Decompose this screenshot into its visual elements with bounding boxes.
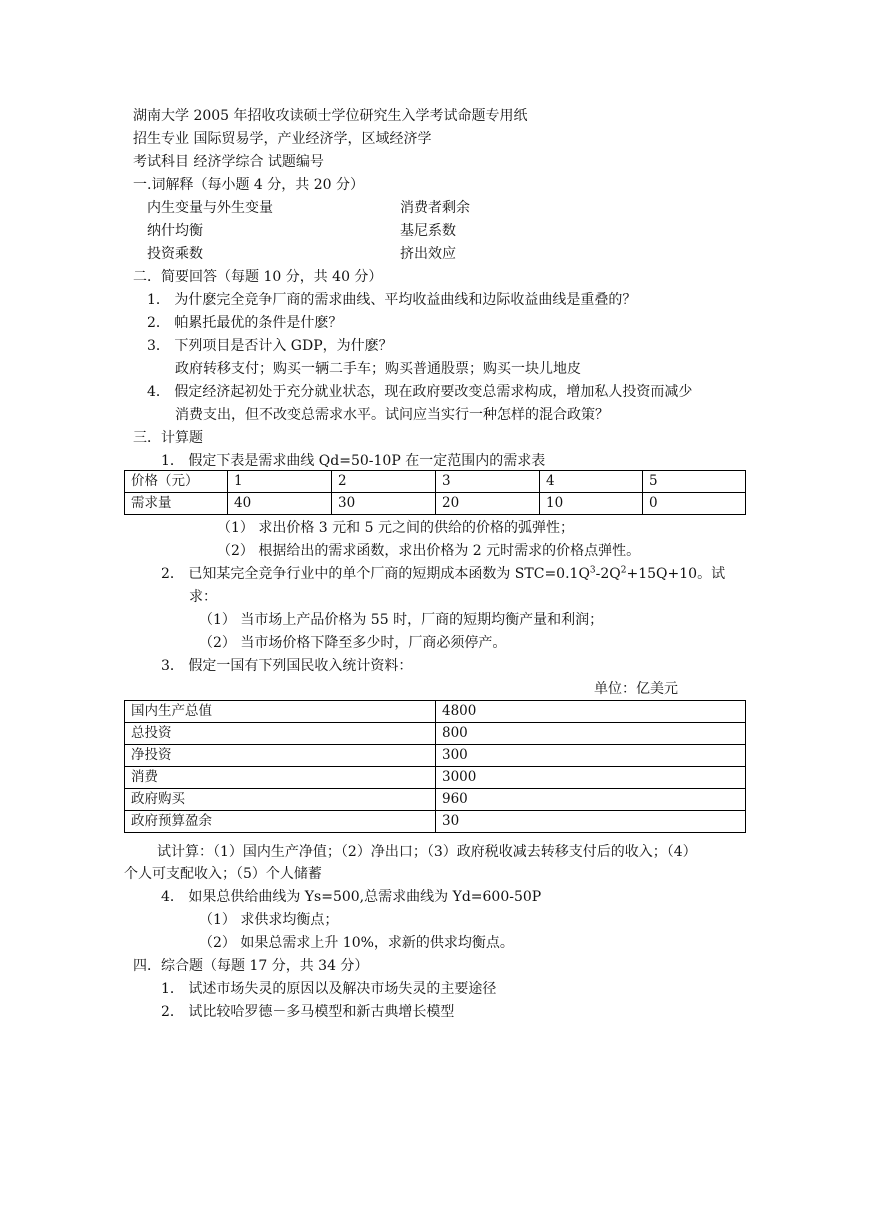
table-cell: 800 — [436, 723, 746, 745]
table-cell: 价格（元） — [125, 471, 228, 493]
s3-q2-sub1: （1） 当市场上产品价格为 55 时，厂商的短期均衡产量和利润； — [199, 612, 604, 628]
table-cell: 3 — [436, 471, 540, 493]
table-cell: 30 — [332, 493, 436, 515]
exam-major: 招生专业 国际贸易学，产业经济学，区域经济学 — [133, 131, 432, 147]
table-cell: 2 — [332, 471, 436, 493]
table-row — [125, 471, 746, 493]
s2-question-3-items: 政府转移支付；购买一辆二手车；购买普通股票；购买一块儿地皮 — [175, 361, 581, 377]
s3-question-2-line1 — [161, 564, 725, 584]
s3-q4-sub1: （1） 求供求均衡点； — [199, 912, 339, 928]
exam-title: 湖南大学 2005 年招收攻读硕士学位研究生入学考试命题专用纸 — [133, 108, 528, 124]
table-cell: 4800 — [436, 701, 746, 723]
demand-table — [124, 470, 746, 515]
table-cell: 政府预算盈余 — [125, 811, 436, 833]
table-cell: 300 — [436, 745, 746, 767]
term-multiplier: 投资乘数 — [147, 246, 203, 262]
table-row — [125, 811, 746, 833]
s2-question-2: 2． 帕累托最优的条件是什麽？ — [147, 315, 343, 331]
table-row — [125, 701, 746, 723]
term-crowding-out: 挤出效应 — [400, 246, 456, 262]
term-gini: 基尼系数 — [400, 223, 456, 239]
table-cell: 4 — [540, 471, 643, 493]
table-cell: 净投资 — [125, 745, 436, 767]
table-cell: 政府购买 — [125, 789, 436, 811]
section2-heading: 二．简要回答（每题 10 分，共 40 分） — [133, 269, 383, 285]
s3-question-2-line2: 求： — [189, 589, 217, 605]
exam-subject: 考试科目 经济学综合 试题编号 — [133, 154, 324, 170]
table-cell: 20 — [436, 493, 540, 515]
table-cell: 40 — [228, 493, 332, 515]
s3-q2-sub2: （2） 当市场价格下降至多少时，厂商必须停产。 — [199, 635, 507, 651]
table-row — [125, 767, 746, 789]
table-cell: 960 — [436, 789, 746, 811]
income-table — [124, 700, 746, 833]
table-row — [125, 493, 746, 515]
s3-q2-text-b: -2Q — [595, 566, 621, 582]
term-consumer-surplus: 消费者剩余 — [400, 200, 470, 216]
s3-question-3: 3． 假定一国有下列国民收入统计资料： — [161, 658, 413, 674]
table-cell: 总投资 — [125, 723, 436, 745]
table-row — [125, 789, 746, 811]
s2-question-4-line2: 消费支出，但不改变总需求水平。试问应当实行一种怎样的混合政策？ — [175, 407, 609, 423]
s3-q3-task-line2: 个人可支配收入；（5）个人储蓄 — [124, 866, 322, 882]
s4-question-1: 1． 试述市场失灵的原因以及解决市场失灵的主要途径 — [161, 981, 497, 997]
table-cell: 5 — [643, 471, 746, 493]
table-row — [125, 745, 746, 767]
s3-q1-sub2: （2） 根据给出的需求函数，求出价格为 2 元时需求的价格点弹性。 — [217, 543, 641, 559]
s2-question-1: 1． 为什麽完全竞争厂商的需求曲线、平均收益曲线和边际收益曲线是重叠的？ — [147, 292, 637, 308]
unit-label: 单位：亿美元 — [594, 681, 678, 697]
section1-heading: 一.词解释（每小题 4 分，共 20 分） — [133, 177, 364, 193]
s3-question-1: 1． 假定下表是需求曲线 Qd=50-10P 在一定范围内的需求表 — [161, 453, 546, 469]
s3-q2-exponent-2: 2 — [620, 565, 627, 576]
term-nash: 纳什均衡 — [147, 223, 203, 239]
s4-question-2: 2． 试比较哈罗德－多马模型和新古典增长模型 — [161, 1004, 455, 1020]
s2-question-4-line1: 4． 假定经济起初处于充分就业状态，现在政府要改变总需求构成，增加私人投资而减少 — [147, 384, 693, 400]
s2-question-3: 3． 下列项目是否计入 GDP，为什麽？ — [147, 338, 393, 354]
table-cell: 国内生产总值 — [125, 701, 436, 723]
s3-q1-sub1: （1） 求出价格 3 元和 5 元之间的供给的价格的弧弹性； — [217, 520, 574, 536]
table-cell: 消费 — [125, 767, 436, 789]
s3-q2-text-c: +15Q+10。试 — [626, 566, 726, 582]
s3-q2-exponent-3: 3 — [589, 565, 596, 576]
s3-q4-sub2: （2） 如果总需求上升 10%，求新的供求均衡点。 — [199, 935, 514, 951]
table-cell: 1 — [228, 471, 332, 493]
table-row — [125, 723, 746, 745]
section3-heading: 三．计算题 — [133, 430, 203, 446]
table-cell: 0 — [643, 493, 746, 515]
table-cell: 3000 — [436, 767, 746, 789]
section4-heading: 四．综合题（每题 17 分，共 34 分） — [133, 958, 369, 974]
s3-question-4: 4． 如果总供给曲线为 Ys=500,总需求曲线为 Yd=600-50P — [161, 889, 542, 905]
table-cell: 10 — [540, 493, 643, 515]
table-cell: 需求量 — [125, 493, 228, 515]
term-endogenous: 内生变量与外生变量 — [147, 200, 273, 216]
table-cell: 30 — [436, 811, 746, 833]
s3-q2-text-a: 2． 已知某完全竞争行业中的单个厂商的短期成本函数为 STC=0.1Q — [161, 566, 590, 582]
s3-q3-task-line1: 试计算：（1）国内生产净值；（2）净出口；（3）政府税收减去转移支付后的收入；（4） — [157, 844, 697, 860]
